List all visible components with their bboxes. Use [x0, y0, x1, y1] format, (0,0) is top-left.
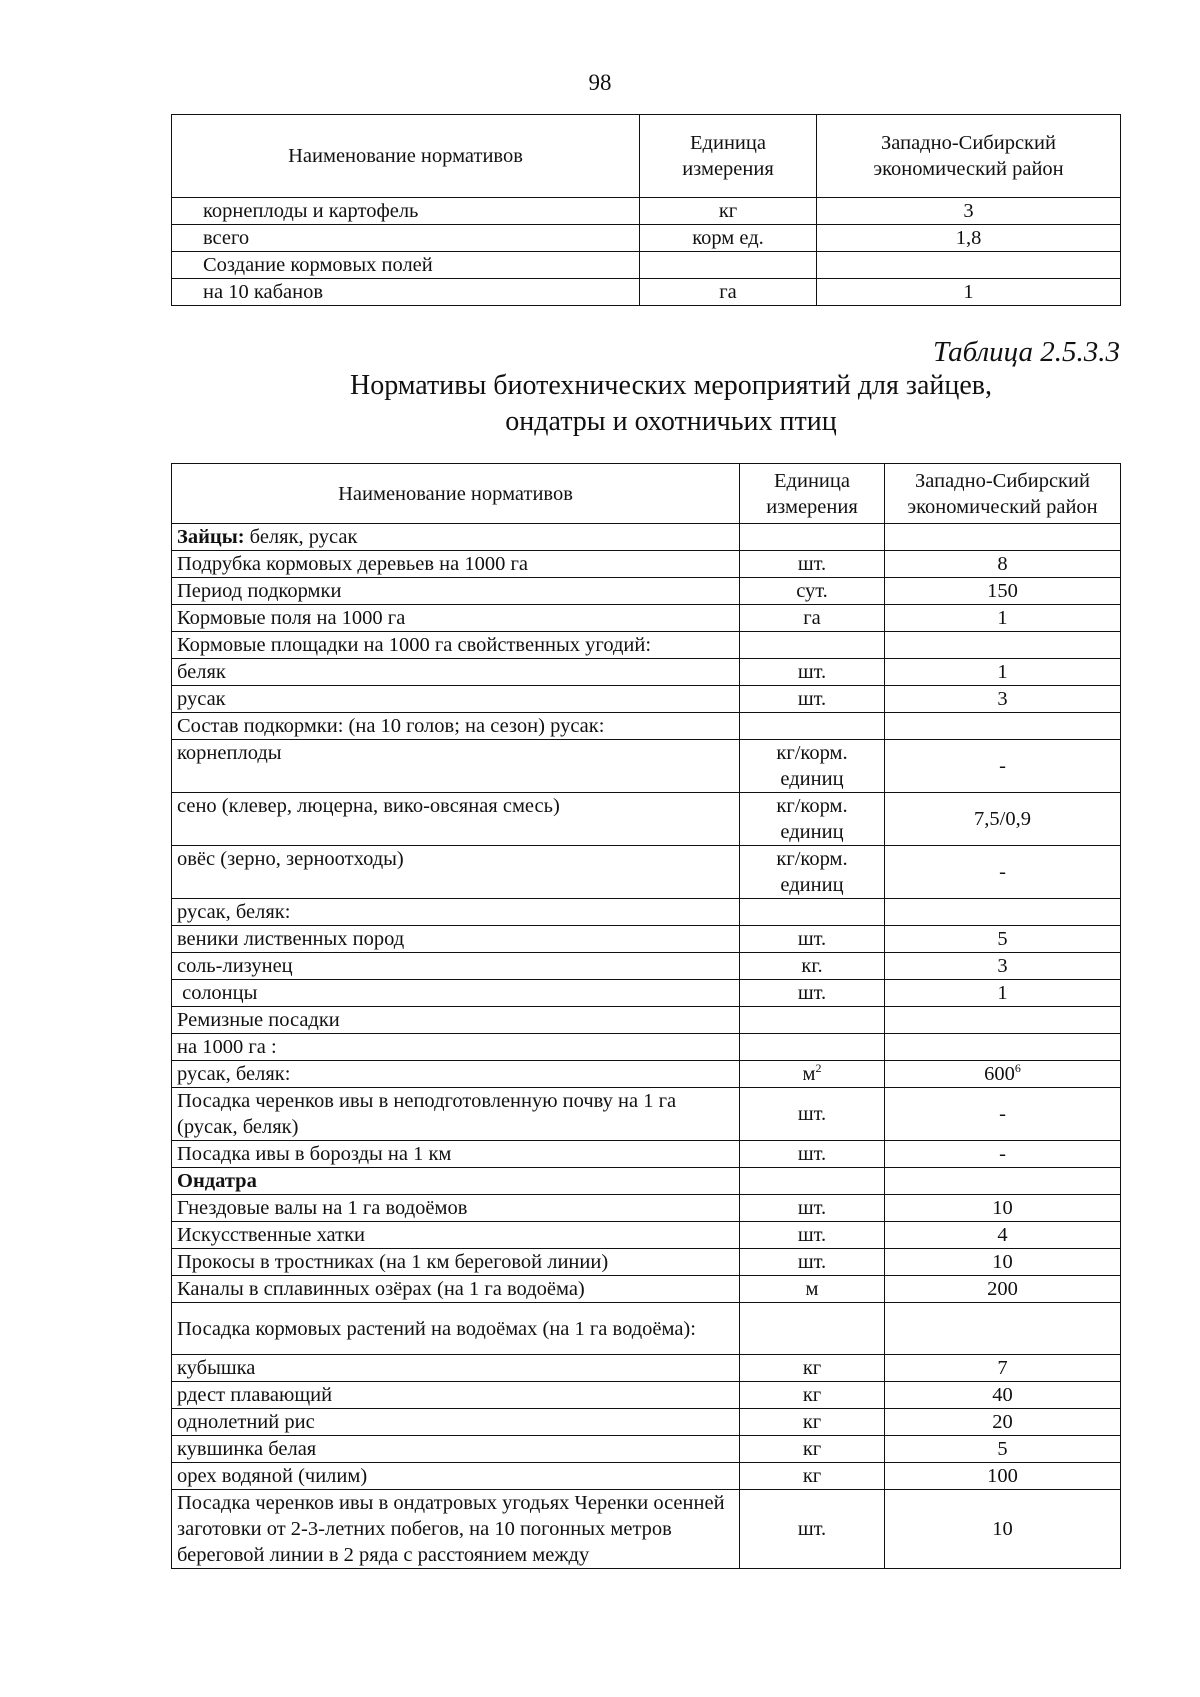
cell-name: Посадка кормовых растений на водоёмах (на 1 га водоёма): [172, 1303, 740, 1355]
cell-value: 3 [817, 198, 1121, 225]
cell-unit: шт. [740, 551, 885, 578]
cell-name: Период подкормки [172, 578, 740, 605]
cell-name: корнеплоды и картофель [172, 198, 640, 225]
cell-unit [740, 1007, 885, 1034]
cell-unit: га [640, 279, 817, 306]
cell-name: сено (клевер, люцерна, вико-овсяная смесь) [172, 793, 740, 846]
cell-unit: кг [740, 1382, 885, 1409]
cell-unit [740, 1034, 885, 1061]
table-row [172, 1141, 1121, 1168]
cell-unit: шт. [740, 1490, 885, 1569]
cell-value: 7,5/0,9 [885, 793, 1121, 846]
cell-value [817, 252, 1121, 279]
cell-unit [740, 1303, 885, 1355]
cell-unit [740, 1168, 885, 1195]
table-row [172, 980, 1121, 1007]
cell-name: Подрубка кормовых деревьев на 1000 га [172, 551, 740, 578]
cell-unit: кг. [740, 953, 885, 980]
table-row [172, 1034, 1121, 1061]
section-title: Зайцы: [177, 526, 245, 548]
cell-unit: шт. [740, 1195, 885, 1222]
cell-value: 150 [885, 578, 1121, 605]
cell-value [885, 713, 1121, 740]
cell-value: 10 [885, 1195, 1121, 1222]
cell-unit: м [740, 1276, 885, 1303]
table-row [172, 686, 1121, 713]
table-row [172, 1061, 1121, 1088]
cell-value: 100 [885, 1463, 1121, 1490]
table-row [172, 793, 1121, 846]
table-row [172, 1463, 1121, 1490]
header-unit: Единица измерения [740, 464, 885, 524]
cell-unit: шт. [740, 1088, 885, 1141]
table-row [172, 1409, 1121, 1436]
cell-unit: га [740, 605, 885, 632]
header-name: Наименование нормативов [172, 115, 640, 198]
norms-table [171, 463, 1121, 1569]
cell-name: всего [172, 225, 640, 252]
cell-name: Посадка ивы в борозды на 1 км [172, 1141, 740, 1168]
cell-name: Состав подкормки: (на 10 голов; на сезон) русак: [172, 713, 740, 740]
cell-name: Посадка черенков ивы в неподготовленную почву на 1 га (русак, беляк) [172, 1088, 740, 1141]
cell-name: солонцы [172, 980, 740, 1007]
table-row [172, 279, 1121, 306]
cell-name: Искусственные хатки [172, 1222, 740, 1249]
cell-name: русак, беляк: [172, 899, 740, 926]
cell-unit: сут. [740, 578, 885, 605]
table-caption-title [171, 368, 1171, 440]
table-row [172, 899, 1121, 926]
cell-value: 200 [885, 1276, 1121, 1303]
cell-unit: кг/корм. единиц [740, 793, 885, 846]
cell-name [172, 524, 740, 551]
table-row [172, 551, 1121, 578]
cell-value [885, 1303, 1121, 1355]
table-row [172, 659, 1121, 686]
table-row [172, 252, 1121, 279]
cell-value: 3 [885, 686, 1121, 713]
cell-unit: кг/корм. единиц [740, 846, 885, 899]
section-title: Ондатра [177, 1170, 257, 1192]
cell-value [885, 1061, 1121, 1088]
table-row [172, 1436, 1121, 1463]
value-text: 600 [984, 1063, 1015, 1085]
cell-value: 3 [885, 953, 1121, 980]
cell-name: русак, беляк: [172, 1061, 740, 1088]
cell-name: Каналы в сплавинных озёрах (на 1 га водоёма) [172, 1276, 740, 1303]
cell-name [172, 1168, 740, 1195]
table-row [172, 1007, 1121, 1034]
table-row [172, 578, 1121, 605]
cell-value: 1 [885, 659, 1121, 686]
cell-value [885, 632, 1121, 659]
cell-value: - [885, 1141, 1121, 1168]
table-header-row [172, 115, 1121, 198]
table-row [172, 846, 1121, 899]
cell-name: кувшинка белая [172, 1436, 740, 1463]
cell-name: веники лиственных пород [172, 926, 740, 953]
header-name: Наименование нормативов [172, 464, 740, 524]
table-row [172, 632, 1121, 659]
table-row [172, 1355, 1121, 1382]
cell-name: кубышка [172, 1355, 740, 1382]
caption-title-line-2: ондатры и охотничьих птиц [505, 406, 837, 437]
cell-name: на 1000 га : [172, 1034, 740, 1061]
cell-name: на 10 кабанов [172, 279, 640, 306]
cell-value: - [885, 740, 1121, 793]
section-row-hares [172, 524, 1121, 551]
cell-unit: кг [740, 1463, 885, 1490]
cell-value: 1,8 [817, 225, 1121, 252]
unit-text: м [802, 1063, 816, 1085]
continued-table [171, 114, 1121, 306]
header-unit: Единица измерения [640, 115, 817, 198]
table-header-row [172, 464, 1121, 524]
cell-unit: кг [740, 1355, 885, 1382]
cell-name: однолетний рис [172, 1409, 740, 1436]
table-row [172, 953, 1121, 980]
table-row [172, 1249, 1121, 1276]
unit-superscript: 2 [815, 1061, 822, 1076]
table-row [172, 740, 1121, 793]
cell-value: - [885, 1088, 1121, 1141]
cell-unit [740, 524, 885, 551]
table-row [172, 1088, 1121, 1141]
cell-name: беляк [172, 659, 740, 686]
header-region: Западно-Сибирский экономический район [885, 464, 1121, 524]
cell-value: 7 [885, 1355, 1121, 1382]
cell-unit [640, 252, 817, 279]
cell-name: Прокосы в тростниках (на 1 км береговой линии) [172, 1249, 740, 1276]
cell-name: русак [172, 686, 740, 713]
cell-unit: шт. [740, 659, 885, 686]
cell-unit: шт. [740, 980, 885, 1007]
cell-unit: шт. [740, 926, 885, 953]
cell-unit: кг [740, 1436, 885, 1463]
cell-unit: шт. [740, 1222, 885, 1249]
cell-value: 10 [885, 1490, 1121, 1569]
cell-value: 1 [885, 605, 1121, 632]
cell-value [885, 1168, 1121, 1195]
table-row [172, 1490, 1121, 1569]
cell-name: Ремизные посадки [172, 1007, 740, 1034]
table-row [172, 926, 1121, 953]
cell-value: 8 [885, 551, 1121, 578]
cell-unit: корм ед. [640, 225, 817, 252]
cell-unit: шт. [740, 686, 885, 713]
cell-value: 1 [817, 279, 1121, 306]
table-row [172, 605, 1121, 632]
cell-unit: кг/корм. единиц [740, 740, 885, 793]
table-row [172, 225, 1121, 252]
cell-unit [740, 1061, 885, 1088]
cell-value: 20 [885, 1409, 1121, 1436]
cell-name: Создание кормовых полей [172, 252, 640, 279]
cell-name: Кормовые поля на 1000 га [172, 605, 740, 632]
caption-title-line-1: Нормативы биотехнических мероприятий для зайцев, [349, 370, 993, 401]
table-row [172, 713, 1121, 740]
cell-name: соль-лизунец [172, 953, 740, 980]
cell-unit: шт. [740, 1249, 885, 1276]
cell-value [885, 1007, 1121, 1034]
cell-name: Гнездовые валы на 1 га водоёмов [172, 1195, 740, 1222]
cell-value: 5 [885, 926, 1121, 953]
table-row [172, 198, 1121, 225]
cell-value: 40 [885, 1382, 1121, 1409]
cell-value [885, 899, 1121, 926]
cell-unit [740, 632, 885, 659]
page-number: 98 [588, 70, 612, 95]
table-row [172, 1276, 1121, 1303]
cell-value [885, 1034, 1121, 1061]
section-row-muskrat [172, 1168, 1121, 1195]
header-region: Западно-Сибирский экономический район [817, 115, 1121, 198]
cell-value [885, 524, 1121, 551]
cell-unit [740, 713, 885, 740]
value-footnote-mark: 6 [1014, 1061, 1021, 1076]
cell-unit: шт. [740, 1141, 885, 1168]
cell-unit [740, 899, 885, 926]
cell-unit: кг [740, 1409, 885, 1436]
cell-value: 4 [885, 1222, 1121, 1249]
cell-name: овёс (зерно, зерноотходы) [172, 846, 740, 899]
cell-value: 10 [885, 1249, 1121, 1276]
table-row [172, 1222, 1121, 1249]
cell-name: корнеплоды [172, 740, 740, 793]
cell-name: Кормовые площадки на 1000 га свойственных угодий: [172, 632, 740, 659]
cell-name: рдест плавающий [172, 1382, 740, 1409]
cell-name: Посадка черенков ивы в ондатровых угодьях Черенки осенней заготовки от 2-3-летних побегов, на 10 погонных метров береговой линии в 2 ряда с расстоянием между [172, 1490, 740, 1569]
table-row [172, 1303, 1121, 1355]
cell-unit: кг [640, 198, 817, 225]
table-caption-label: Таблица 2.5.3.3 [933, 336, 1120, 368]
cell-value: 5 [885, 1436, 1121, 1463]
section-subtitle: беляк, русак [244, 526, 358, 548]
table-row [172, 1195, 1121, 1222]
cell-value: - [885, 846, 1121, 899]
table-row [172, 1382, 1121, 1409]
cell-value: 1 [885, 980, 1121, 1007]
cell-name: орех водяной (чилим) [172, 1463, 740, 1490]
